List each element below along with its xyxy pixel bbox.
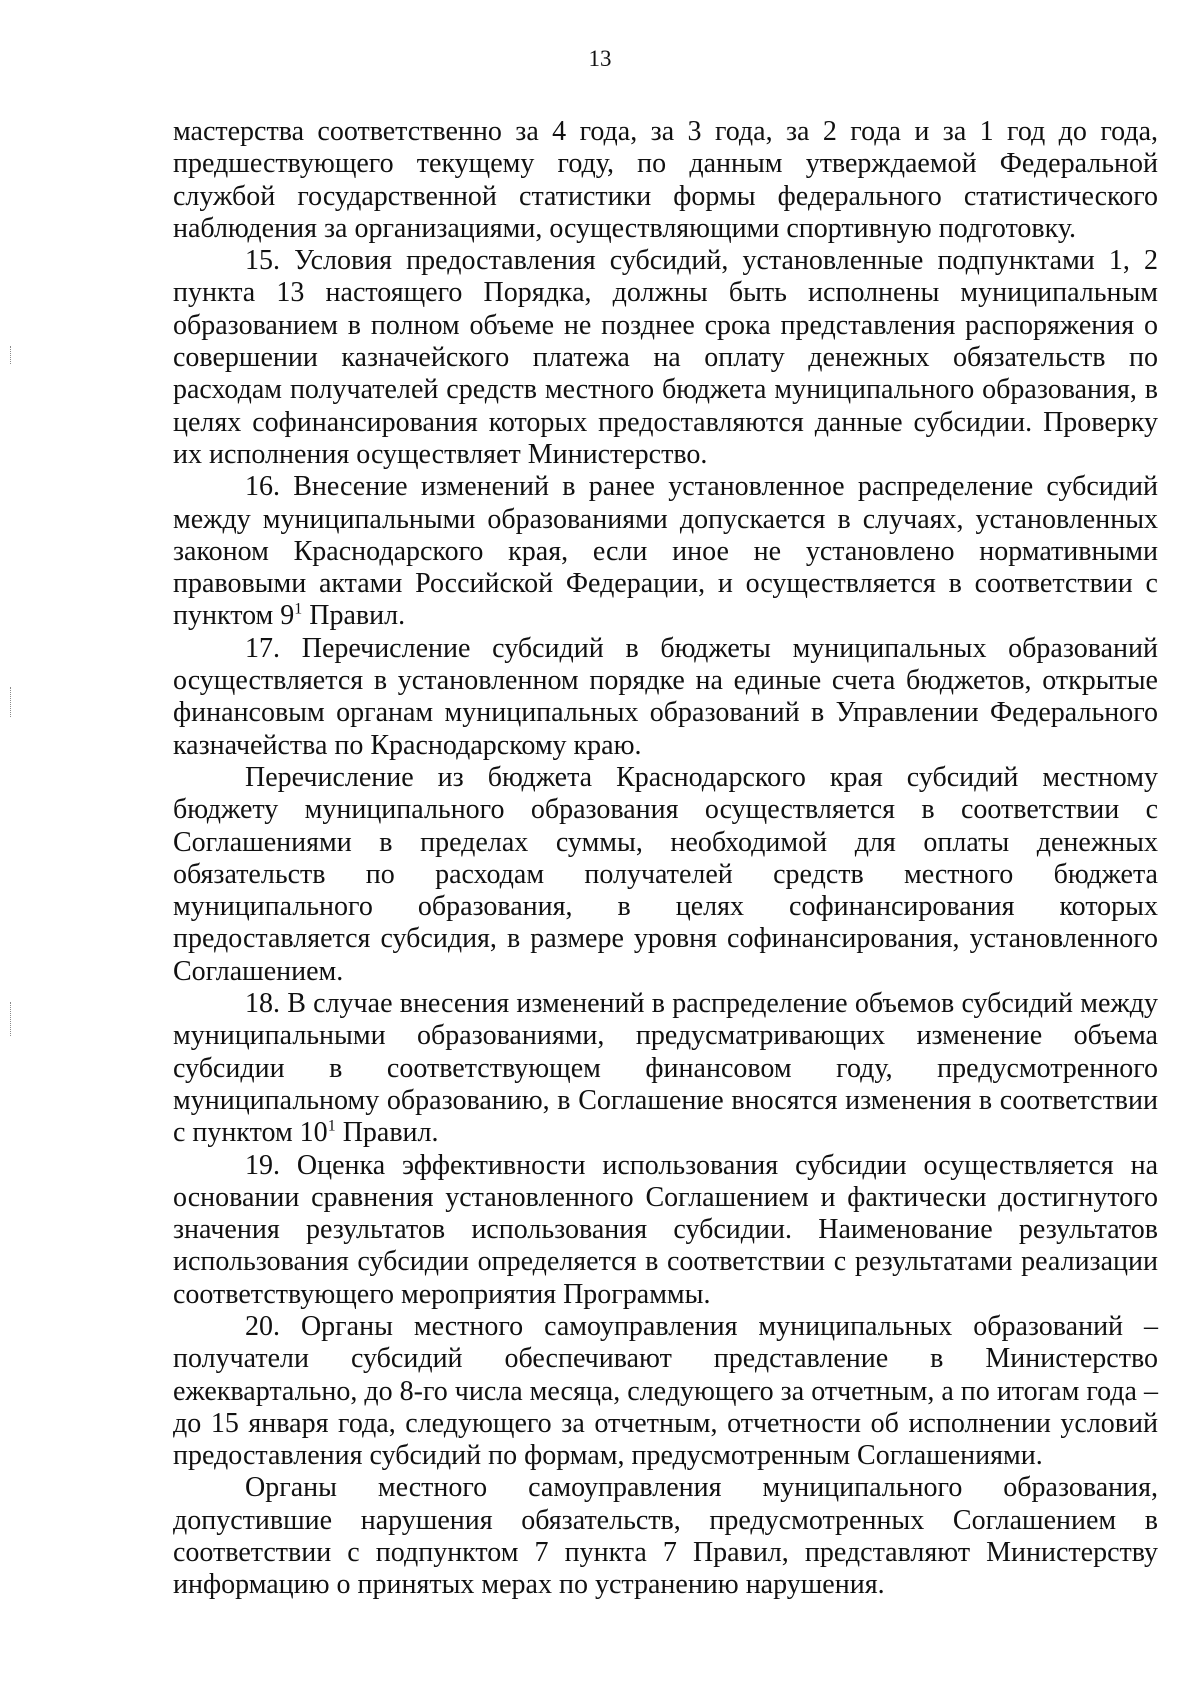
paragraph-16-ending: Правил. — [302, 600, 406, 632]
paragraph-18-ending: Правил. — [335, 1117, 439, 1149]
paragraph-16-text: 16. Внесение изменений в ранее установленное распределение субсидий между муниципальными образованиями допускается в случаях, установленных законом Краснодарского края, если иное не установлено нормативными правовыми актами Российской Федерации, и осуществляется в соответствии с пунктом 9 — [173, 471, 1158, 632]
scan-mark — [10, 346, 12, 364]
paragraph-violations: Органы местного самоуправления муниципального образования, допустившие нарушения обязательств, предусмотренных Соглашением в соответствии с подпунктом 7 пункта 7 Правил, представляют Министерству информацию о принятых мерах по устранению нарушения. — [173, 1472, 1158, 1601]
paragraph-16 — [173, 471, 1158, 632]
paragraph-17: 17. Перечисление субсидий в бюджеты муниципальных образований осуществляется в установленном порядке на единые счета бюджетов, открытые финансовым органам муниципальных образований в Управлении Федерального казначейства по Краснодарскому краю. — [173, 632, 1158, 761]
scan-mark — [10, 1002, 12, 1036]
paragraph-15: 15. Условия предоставления субсидий, установленные подпунктами 1, 2 пункта 13 настоящего Порядка, должны быть исполнены муниципальным образованием в полном объеме не позднее срока представления распоряжения о совершении казначейского платежа на оплату денежных обязательств по расходам получателей средств местного бюджета муниципального образования, в целях софинансирования которых предоставляются данные субсидии. Проверку их исполнения осуществляет Министерство. — [173, 245, 1158, 470]
superscript-one: 1 — [294, 601, 303, 619]
paragraph-transfer: Перечисление из бюджета Краснодарского края субсидий местному бюджету муниципального образования осуществляется в соответствии с Соглашениями в пределах суммы, необходимой для оплаты денежных обязательств по расходам получателей средств местного бюджета муниципального образования, в целях софинансирования которых предоставляется субсидия, в размере уровня софинансирования, установленного Соглашением. — [173, 761, 1158, 987]
page-number: 13 — [588, 46, 612, 71]
paragraph-19: 19. Оценка эффективности использования субсидии осуществляется на основании сравнения установленного Соглашением и фактически достигнутого значения результатов использования субсидии. Наименование результатов использования субсидии определяется в соответствии с результатами реализации соответствующего мероприятия Программы. — [173, 1149, 1158, 1310]
document-body — [173, 116, 1158, 1602]
paragraph-18-text: 18. В случае внесения изменений в распределение объемов субсидий между муниципальными образованиями, предусматривающих изменение объема субсидии в соответствующем финансовом году, предусмотренного муниципальному образованию, в Соглашение вносятся изменения в соответствии с пунктом 10 — [173, 988, 1158, 1149]
superscript-one: 1 — [327, 1117, 336, 1135]
scan-mark — [10, 687, 12, 717]
paragraph-continuation: мастерства соответственно за 4 года, за 3 года, за 2 года и за 1 год до года, предшествующего текущему году, по данным утверждаемой Федеральной службой государственной статистики формы федерального статистического наблюдения за организациями, осуществляющими спортивную подготовку. — [173, 116, 1158, 244]
paragraph-18 — [173, 988, 1158, 1149]
paragraph-20: 20. Органы местного самоуправления муниципальных образований – получатели субсидий обеспечивают представление в Министерство ежеквартально, до 8-го числа месяца, следующего за отчетным, а по итогам года – до 15 января года, следующего за отчетным, отчетности об исполнении условий предоставления субсидий по формам, предусмотренным Соглашениями. — [173, 1310, 1158, 1472]
